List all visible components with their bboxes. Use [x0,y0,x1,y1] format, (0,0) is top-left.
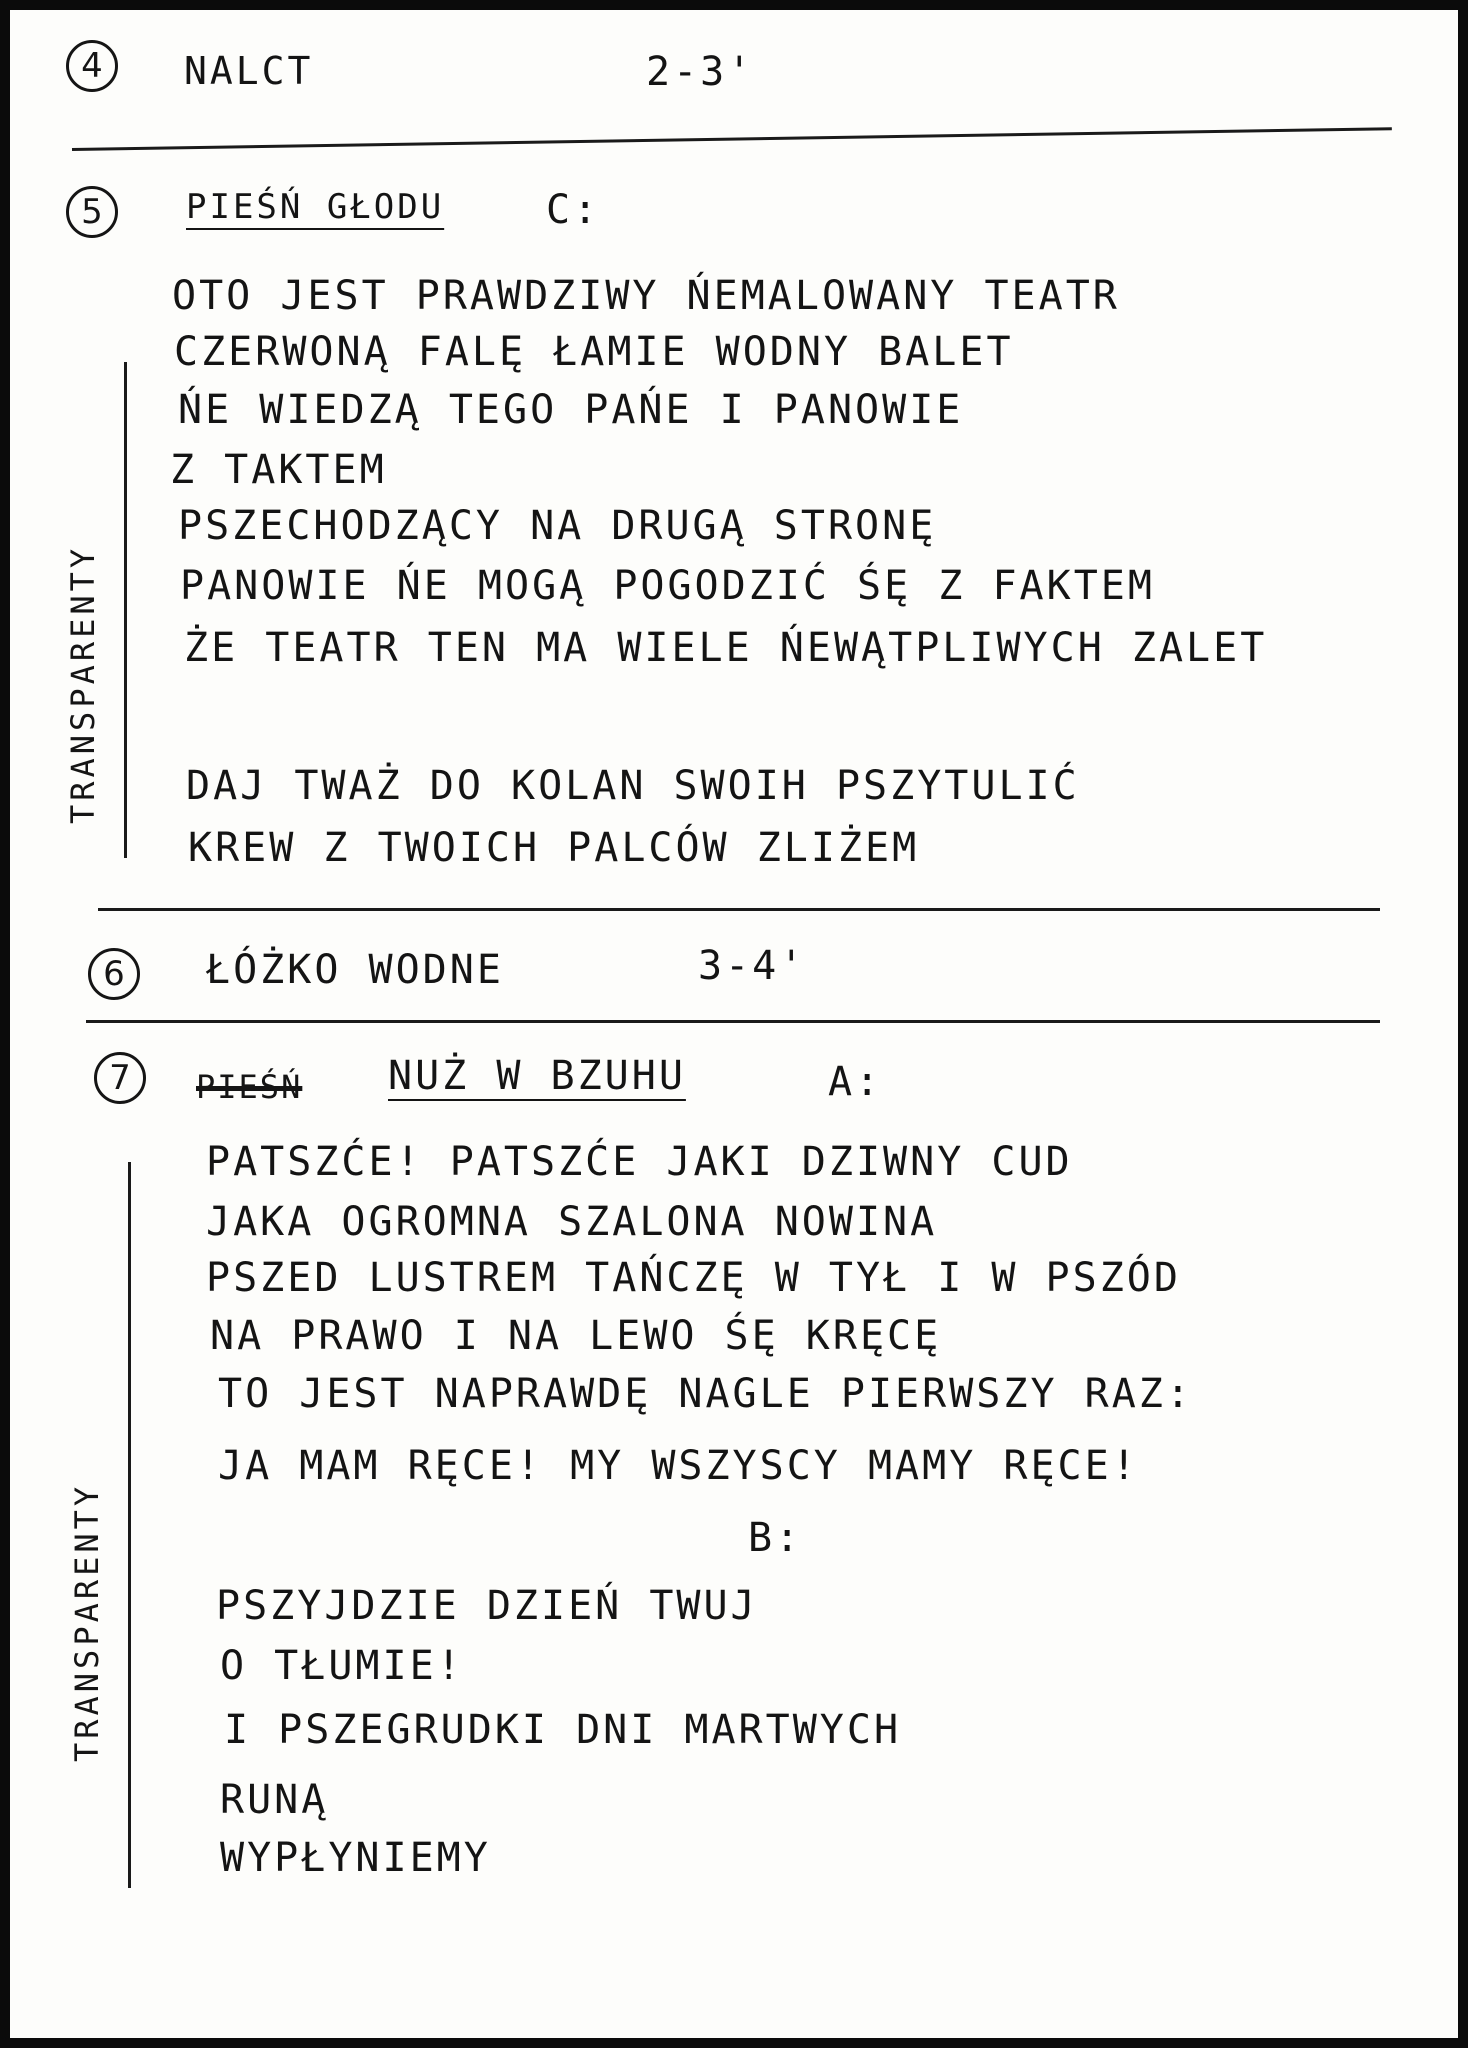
section-7-line-6: JA MAM RĘCE! MY WSZYSCY MAMY RĘCE! [218,1443,1139,1489]
section-7-line-11: WYPŁYNIEMY [220,1835,491,1881]
section-7-side-label: TRANSPARENTY [68,1482,106,1762]
section-5-line-3: ŃE WIEDZĄ TEGO PAŃE I PANOWIE [178,387,964,433]
section-5-number [66,186,118,238]
section-7-number [94,1052,146,1104]
section-5-line-6: PANOWIE ŃE MOGĄ POGODZIĆ ŚĘ Z FAKTEM [180,563,1155,609]
section-6-title: ŁÓŻKO WODNE [206,947,504,993]
section-5-line-5: PSZECHODZĄCY NA DRUGĄ STRONĘ [178,503,937,549]
section-7-voice-b: B: [748,1515,803,1561]
section-5-title: PIEŚŃ GŁODU [186,187,445,227]
divider-2 [98,908,1380,911]
section-7-line-2: JAKA OGROMNA SZALONA NOWINA [206,1199,938,1245]
section-4-duration: 2-3' [646,49,755,95]
section-5-line-4: Z TAKTEM [170,447,387,493]
section-5-line-2: CZERWONĄ FALĘ ŁAMIE WODNY BALET [174,329,1014,375]
section-7-crossed-word: PIEŚŃ [196,1068,303,1106]
section-5-line-9: KREW Z TWOICH PALCÓW ZLIŻEM [188,825,920,871]
section-7-line-3: PSZED LUSTREM TAŃCZĘ W TYŁ I W PSZÓD [206,1255,1181,1301]
section-7-line-9: I PSZEGRUDKI DNI MARTWYCH [224,1707,902,1753]
section-5-line-8: DAJ TWAŻ DO KOLAN SWOIH PSZYTULIĆ [186,763,1080,809]
section-7-line-8: O TŁUMIE! [220,1643,464,1689]
section-7-line-10: RUNĄ [220,1777,329,1823]
section-5-side-label: TRANSPARENTY [64,544,102,824]
section-5-line-7: ŻE TEATR TEN MA WIELE ŃEWĄTPLIWYCH ZALET [184,625,1268,671]
section-4-number-text: 4 [81,46,103,86]
section-7-line-5: TO JEST NAPRAWDĘ NAGLE PIERWSZY RAZ: [218,1371,1193,1417]
section-5-number-text: 5 [81,192,103,232]
section-7-voice-a: A: [828,1059,883,1105]
section-7-line-4: NA PRAWO I NA LEWO ŚĘ KRĘCĘ [210,1313,942,1359]
section-7-title: NUŻ W BZUHU [388,1053,686,1099]
section-5-line-1: OTO JEST PRAWDZIWY ŃEMALOWANY TEATR [172,273,1120,319]
section-5-voice: C: [546,187,601,233]
section-7-bracket [128,1162,131,1888]
section-4-title: NALCT [184,49,314,93]
section-7-line-7: PSZYJDZIE DZIEŃ TWUJ [216,1583,758,1629]
section-4-number [66,40,118,92]
section-5-bracket [124,362,127,858]
section-6-number-text: 6 [103,954,125,994]
divider-1 [72,127,1392,151]
section-7-number-text: 7 [109,1058,131,1098]
section-7-line-1: PATSZĆE! PATSZĆE JAKI DZIWNY CUD [206,1139,1073,1185]
divider-3 [86,1020,1380,1023]
section-6-duration: 3-4' [698,943,807,989]
section-6-number [88,948,140,1000]
manuscript-page [10,10,1458,2038]
